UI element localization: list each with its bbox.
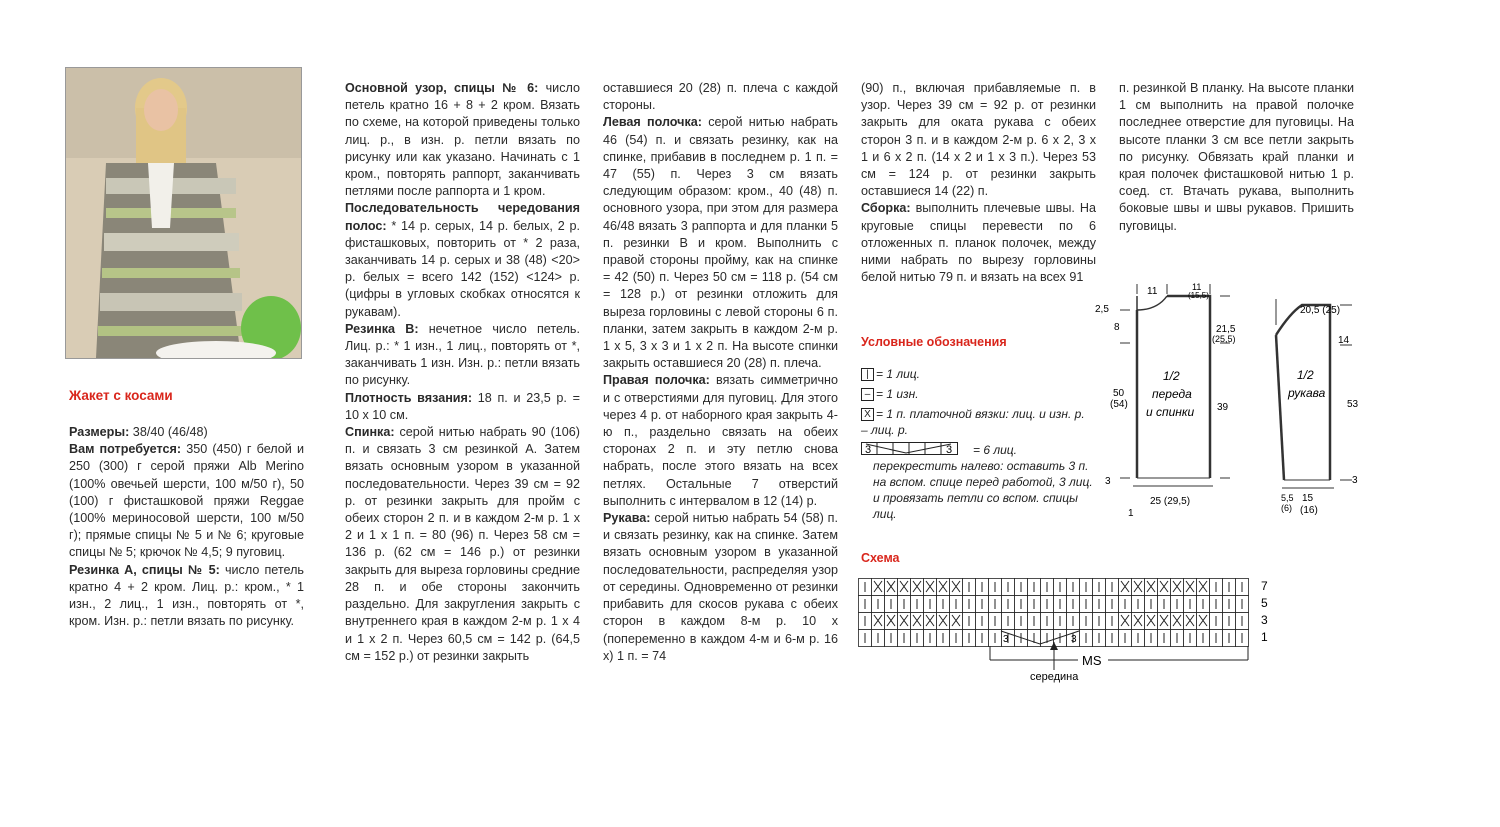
back-label: Спинка: <box>345 425 395 440</box>
schema-title: Схема <box>861 551 900 565</box>
stripes-value: * 14 р. серых, 14 р. белых, 2 р. фисташковых, повторить от * 2 раза, заканчивать 14 р. серых и 38 (48) <20> р. белых = всего 142 (152) <124> р. (цифры в угловых скобках относятся к рукавам). <box>345 218 580 319</box>
sleeve-dim-5-5: 5,5 <box>1281 493 1294 503</box>
stitch-chart <box>858 578 1278 693</box>
legend-knit-text: = 1 лиц. <box>876 367 920 381</box>
pattern-title: Жакет с косами <box>69 388 173 403</box>
legend-garter <box>861 406 1091 438</box>
legend-cable-text: = 6 лиц. перекрестить налево: оставить 3 п. на вспом. спице перед работой, 3 лиц. и провязать петли со вспом. спицы лиц. <box>873 443 1093 521</box>
sleeve-dim-top: 20,5 (25) <box>1300 305 1341 316</box>
main-pattern-label: Основной узор, спицы № 6: <box>345 81 539 95</box>
dim-50: 50 <box>1113 388 1125 399</box>
dim-8: 8 <box>1114 322 1120 333</box>
row-number-3: 3 <box>1261 613 1268 627</box>
rib-b-label: Резинка В: <box>345 321 419 336</box>
body-label-front: переда <box>1152 387 1192 401</box>
column-1 <box>69 424 304 630</box>
assembly-label: Сборка: <box>861 201 911 216</box>
ms-label: MS <box>1082 653 1102 668</box>
sizes-value: 38/40 (46/48) <box>129 425 208 439</box>
sleeve-dim-6: (6) <box>1281 503 1292 513</box>
dim-25-5: (25,5) <box>1212 334 1236 344</box>
legend-purl-text: = 1 изн. <box>876 387 919 401</box>
stripes-label: Последовательность чередования полос: <box>345 201 580 233</box>
dim-54: (54) <box>1110 399 1128 410</box>
row-number-1: 1 <box>1261 630 1268 644</box>
dim-21-5: 21,5 <box>1216 324 1236 335</box>
knit-symbol-icon: | <box>861 368 874 381</box>
col5-text: п. резинкой В планку. На высоте планки 1 см выполнить на правой полочке последнее отверстие для пуговицы. На высоте планки 3 см все петли закрыть по рисунку. Обвязать край планки и края полочек фисташковой нитью 1 р. соед. ст. Втачать рукава, выполнить боковые швы и швы рукавов. Пришить пуговицы. <box>1119 81 1354 233</box>
woman-in-cardigan-image <box>66 68 301 358</box>
rib-a-label: Резинка А, спицы № 5: <box>69 562 220 577</box>
dim-25: 25 (29,5) <box>1150 496 1191 507</box>
assembly-value: выполнить плечевые швы. На круговые спицы перевести по 6 отложенных п. планок полочек, между ними набрать по вырезу горловины белой нитью 79 п. и вязать на всех 91 <box>861 201 1096 285</box>
dim-2-5: 2,5 <box>1095 304 1109 315</box>
column-3 <box>603 80 838 665</box>
sleeve-dim-16: (16) <box>1300 505 1318 516</box>
legend-title: Условные обозначения <box>861 335 1007 349</box>
row-number-7: 7 <box>1261 579 1268 593</box>
dim-top-left: 11 <box>1147 286 1158 297</box>
body-label-back: и спинки <box>1146 405 1195 419</box>
sleeves-value: серой нитью набрать 54 (58) п. и связать резинку, как на спинке. Затем вязать основным узором в указанной последовательности, распределяя узор от середины. Одновременно от резинки прибавить для скосов рукава с обеих сторон в каждом 8-м р. 10 х (попеременно в каждом 4-м и 6-м р. 16 х) 1 п. = 74 <box>603 511 838 663</box>
product-photo <box>65 67 302 359</box>
sleeve-dim-53: 53 <box>1347 399 1359 410</box>
col3-intro: оставшиеся 20 (28) п. плеча с каждой стороны. <box>603 81 838 113</box>
density-value: 18 п. и 23,5 р. = 10 х 10 см. <box>345 390 580 422</box>
row-number-5: 5 <box>1261 596 1268 610</box>
sleeve-dim-3: 3 <box>1352 475 1358 486</box>
density-label: Плотность вязания: <box>345 390 473 405</box>
sizes-label: Размеры: <box>69 425 130 439</box>
sleeve-label-half: 1/2 <box>1297 368 1314 382</box>
column-2 <box>345 80 580 665</box>
legend-purl <box>861 387 919 401</box>
middle-label: середина <box>1030 671 1079 683</box>
dim-3: 3 <box>1105 476 1111 487</box>
materials-label: Вам потребуется: <box>69 442 182 457</box>
right-front-value: вязать симметрично и с отверстиями для пуговиц. Для этого через 4 р. от наборного края закрыть 4-ю п., раздельно связать на обеих сторонах 2 п. и эту петлю снова набрать, после этого вязать на всех петлях. Остальные 7 отверстий выполнить с интервалом в 12 (14) р. <box>603 373 838 508</box>
body-schematic <box>1095 268 1245 525</box>
sleeve-label: рукава <box>1288 386 1326 400</box>
sleeve-schematic <box>1262 295 1372 525</box>
body-label-half: 1/2 <box>1163 369 1180 383</box>
left-front-value: серой нитью набрать 46 (54) п. и связать резинку, как на спинке, прибавив в последнем р. 1 п. = 47 (55) п. Через 3 см вязать следующим образом: кром., 40 (48) п. основного узора, при этом для размера 46/48 вязать 3 раппорта и для планки 5 п. резинки В и кром. Выполнить с правой стороны пройму, как на спинке = 42 (50) п. Через 50 см = 118 р. (54 см = 128 р.) от резинки отложить для выреза горловины с левой стороны 6 п. планки, затем закрыть в каждом 2-м р. 1 х 5, 3 х 3 и 1 х 2 п. На высоте спинки закрыть оставшиеся 20 (28) п. плеча. <box>603 115 838 371</box>
cable-num-right: 3 <box>946 444 953 456</box>
sleeves-label: Рукава: <box>603 511 651 526</box>
right-front-label: Правая полочка: <box>603 373 710 388</box>
dim-top-right: 11 <box>1192 282 1202 292</box>
left-front-label: Левая полочка: <box>603 115 702 130</box>
column-4 <box>861 80 1096 286</box>
chart-cable-num-left: 3 <box>1003 634 1009 645</box>
chart-cable-num-right: 3 <box>1071 634 1077 645</box>
dim-top-right-alt: (15,5) <box>1188 291 1209 300</box>
column-5 <box>1119 80 1354 235</box>
back-value: серой нитью набрать 90 (106) п. и связать 3 см резинкой А. Затем вязать основным узором в указанной последовательности. Через 39 см = 92 р. от резинки закрыть для пройм с обеих сторон 2 п. и в каждом 2-м р. 1 х 2 и 1 х 1 п. = 80 (96) п. Через 58 см = 136 р. (62 см = 146 р.) от резинки закрыть для выреза горловины средние 28 п. и обе стороны закончить раздельно. Для закругления закрыть с внутреннего края в каждом 2-м р. 1 х 4 и 1 х 2 п. Через 60,5 см = 142 р. (64,5 см = 152 р.) от резинки закрыть <box>345 425 580 663</box>
sleeve-dim-15: 15 <box>1302 493 1314 504</box>
legend-knit <box>861 367 920 381</box>
cable-num-left: 3 <box>865 444 872 456</box>
purl-symbol-icon: – <box>861 388 874 401</box>
dim-1: 1 <box>1128 508 1134 519</box>
materials-value: 350 (450) г белой и 250 (300) г серой пряжи Alb Merino (100% овечьей шерсти, 100 м/50 г), 50 (100) г фисташковой пряжи Reggae (100% мериносовой шерсти, 100 м/50 г); прямые спицы № 5 и № 6; круговые спицы № 5; крючок № 4,5; 9 пуговиц. <box>69 442 304 560</box>
sleeve-dim-14: 14 <box>1338 335 1350 346</box>
legend-garter-text: = 1 п. платочной вязки: лиц. и изн. р. – лиц. р. <box>861 407 1085 437</box>
rib-b-value: нечетное число петель. Лиц. р.: * 1 изн., 1 лиц., повторять от *, заканчивать 1 изн. Изн. р.: петли вязать по рисунку. <box>345 321 580 388</box>
garter-symbol-icon: X <box>861 408 874 421</box>
rib-a-value: число петель кратно 4 + 2 кром. Лиц. р.: кром., * 1 изн., 2 лиц., 1 изн., повторять от *, кром. Изн. р.: петли вязать по рисунку. <box>69 562 304 629</box>
col4-intro: (90) п., включая прибавляемые п. в узор. Через 39 см = 92 р. от резинки закрыть для оката рукава с обеих сторон 3 п. и в каждом 2-м р. 6 х 2, 3 х 1 и 6 х 2 п. (14 х 2 и 1 х 3 п.). Через 53 см = 124 р. от резинки закрыть оставшиеся 14 (22) п. <box>861 81 1096 199</box>
dim-39: 39 <box>1217 402 1229 413</box>
main-pattern-value: число петель кратно 16 + 8 + 2 кром. Вязать по схеме, на которой приведены только лиц. р., в изн. р. петли вязать по рисунку или как указано. Начинать с 1 кром., повторять раппорт, заканчивать петлями после раппорта и 1 кром. <box>345 81 580 199</box>
